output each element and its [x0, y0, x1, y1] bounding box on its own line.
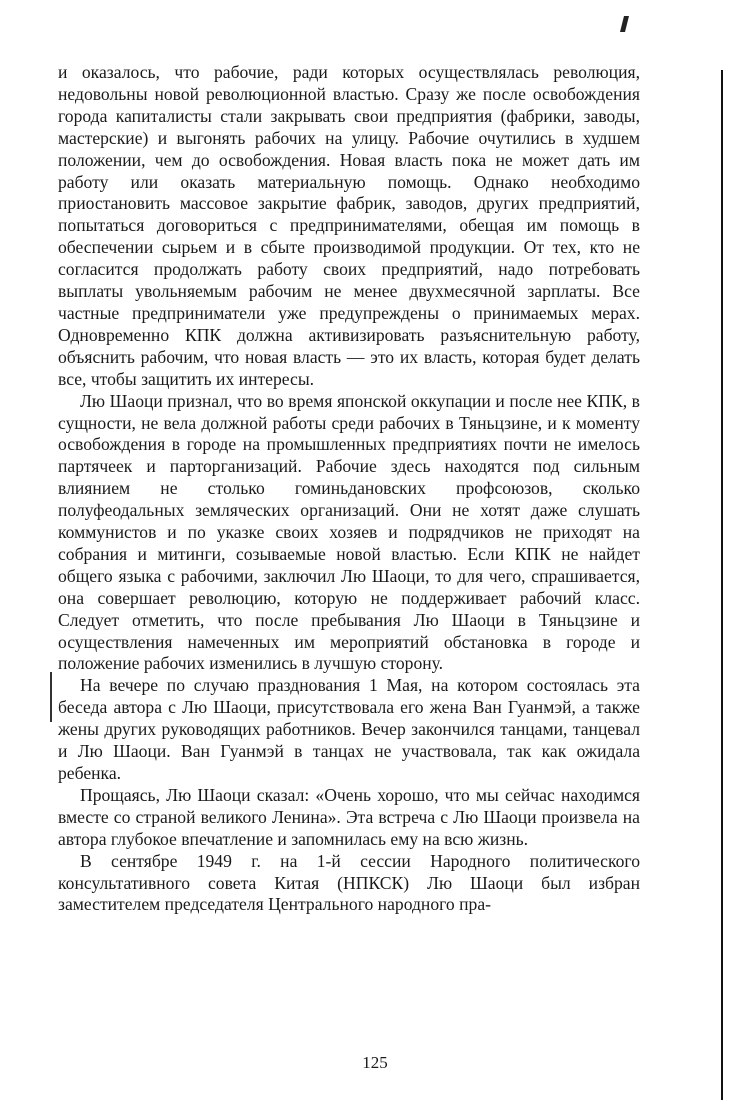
margin-mark	[50, 672, 52, 722]
paragraph-3: На вечере по случаю празднования 1 Мая, на котором состоялась эта беседа автора с Лю Шаоци, присутствовала его жена Ван Гуанмэй, а также жены других руководящих работников. Вечер закончился танцами, танцевал и Лю Шаоци. Ван Гуанмэй в танцах не участвовала, так как ожидала ребенка.	[58, 675, 640, 783]
paragraph-5: В сентябре 1949 г. на 1-й сессии Народного политического консультативного совета Китая (НПКСК) Лю Шаоци был избран заместителем председателя Центрального народного пра-	[58, 850, 640, 915]
paragraph-4: Прощаясь, Лю Шаоци сказал: «Очень хорошо, что мы сейчас находимся вместе со страной великого Ленина». Эта встреча с Лю Шаоци произвела на автора глубокое впечатление и запомнилась ему на всю жизнь.	[58, 784, 640, 849]
body-text	[58, 62, 640, 916]
scan-corner-mark	[620, 16, 629, 32]
page-number: 125	[362, 1053, 388, 1072]
paragraph-1: и оказалось, что рабочие, ради которых осуществлялась революция, недовольны новой революционной властью. Сразу же после освобождения города капиталисты стали закрывать свои предприятия (фабрики, заводы, мастерские) и выгонять рабочих на улицу. Рабочие очутились в худшем положении, чем до освобождения. Новая власть пока не может дать им работу или оказать материальную помощь. Однако необходимо приостановить массовое закрытие фабрик, заводов, других предприятий, попытаться договориться с предпринимателями, обещая им помощь в обеспечении сырьем и в сбыте производимой продукции. От тех, кто не согласится продолжать работу своих предприятий, надо потребовать выплаты увольняемым рабочим не менее двухмесячной зарплаты. Все частные предприниматели уже предупреждены о принимаемых мерах. Одновременно КПК должна активизировать разъяснительную работу, объяснить рабочим, что новая власть — это их власть, которая будет делать все, чтобы защитить их интересы.	[58, 62, 640, 389]
scan-edge-line	[721, 70, 723, 1100]
paragraph-2: Лю Шаоци признал, что во время японской оккупации и после нее КПК, в сущности, не вела должной работы среди рабочих в Тяньцзине, и к моменту освобождения в городе на промышленных предприятиях почти не имелось партячеек и парторганизаций. Рабочие здесь находятся под сильным влиянием не столько гоминьдановских профсоюзов, сколько полуфеодальных земляческих организаций. Они не хотят даже слушать коммунистов и по указке своих хозяев и подрядчиков не приходят на собрания и митинги, созываемые новой властью. Если КПК не найдет общего языка с рабочими, заключил Лю Шаоци, то для чего, спрашивается, она совершает революцию, которую не поддерживает рабочий класс. Следует отметить, что после пребывания Лю Шаоци в Тяньцзине и осуществления намеченных им мероприятий обстановка в городе и положение рабочих изменились в лучшую сторону.	[58, 390, 640, 674]
